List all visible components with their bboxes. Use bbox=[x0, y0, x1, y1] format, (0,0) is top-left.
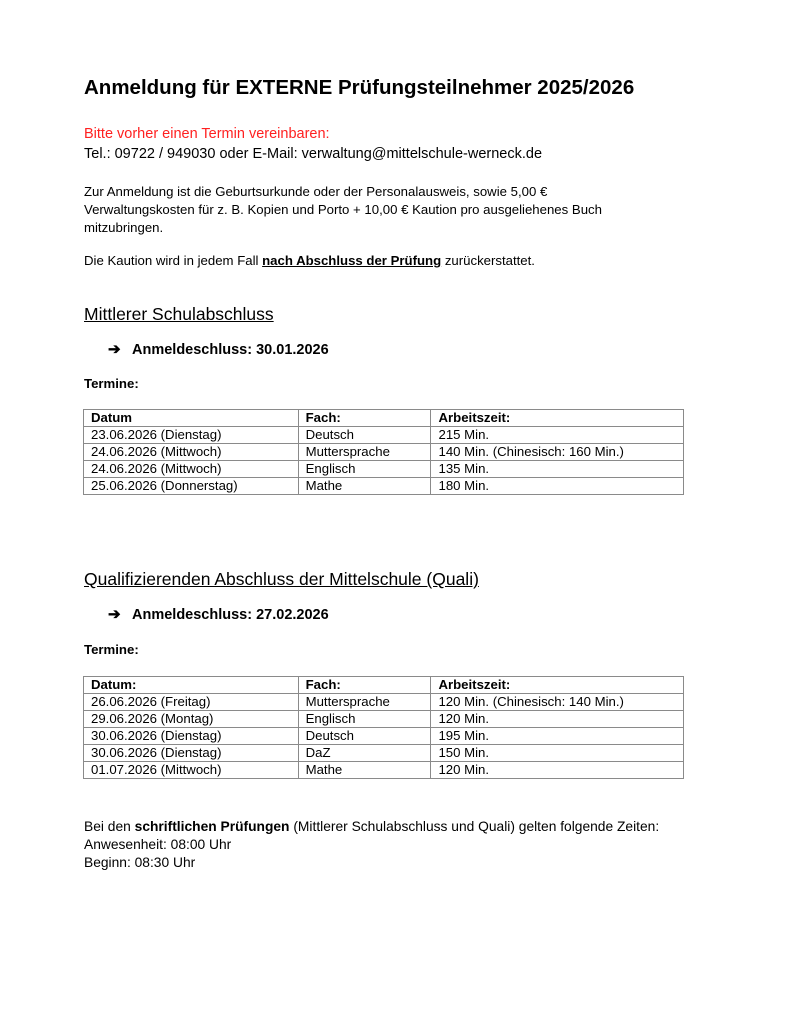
schedule-table-mittlerer bbox=[83, 409, 684, 495]
table-row bbox=[84, 762, 684, 779]
termine-label: Termine: bbox=[84, 642, 139, 657]
exam-times-intro bbox=[84, 818, 659, 836]
cell-arbeitszeit: 195 Min. bbox=[431, 728, 684, 745]
cell-fach: Mathe bbox=[298, 478, 431, 495]
cell-arbeitszeit: 180 Min. bbox=[431, 478, 684, 495]
page-title: Anmeldung für EXTERNE Prüfungsteilnehmer 2025/2026 bbox=[84, 76, 635, 99]
column-header-arbeitszeit: Arbeitszeit: bbox=[431, 410, 684, 427]
appointment-notice: Bitte vorher einen Termin vereinbaren: bbox=[84, 126, 330, 142]
table-row bbox=[84, 427, 684, 444]
cell-fach: Muttersprache bbox=[298, 694, 431, 711]
cell-datum: 01.07.2026 (Mittwoch) bbox=[84, 762, 299, 779]
column-header-arbeitszeit: Arbeitszeit: bbox=[431, 677, 684, 694]
exam-times-paragraph bbox=[84, 818, 659, 872]
start-time: Beginn: 08:30 Uhr bbox=[84, 855, 196, 870]
cell-fach: Deutsch bbox=[298, 427, 431, 444]
arrow-right-icon: ➔ bbox=[108, 341, 121, 358]
table-row bbox=[84, 711, 684, 728]
cell-fach: Deutsch bbox=[298, 728, 431, 745]
deadline-text: Anmeldeschluss: 27.02.2026 bbox=[132, 607, 329, 623]
cell-arbeitszeit: 135 Min. bbox=[431, 461, 684, 478]
cell-datum: 26.06.2026 (Freitag) bbox=[84, 694, 299, 711]
deposit-prefix: Die Kaution wird in jedem Fall bbox=[84, 253, 263, 268]
cell-fach: Englisch bbox=[298, 711, 431, 728]
footer-suffix: (Mittlerer Schulabschluss und Quali) gelten folgende Zeiten: bbox=[289, 819, 660, 834]
table-header-row bbox=[84, 677, 684, 694]
table-header-row bbox=[84, 410, 684, 427]
cell-fach: DaZ bbox=[298, 745, 431, 762]
table-row bbox=[84, 461, 684, 478]
deposit-emphasis: nach Abschluss der Prüfung bbox=[262, 253, 442, 268]
attendance-time: Anwesenheit: 08:00 Uhr bbox=[84, 837, 232, 852]
deadline-mittlerer bbox=[108, 340, 329, 358]
requirements-line-1: Zur Anmeldung ist die Geburtsurkunde oder der Personalausweis, sowie 5,00 € bbox=[84, 184, 548, 199]
section-heading-mittlerer: Mittlerer Schulabschluss bbox=[84, 304, 274, 324]
cell-arbeitszeit: 215 Min. bbox=[431, 427, 684, 444]
deposit-paragraph bbox=[84, 252, 535, 270]
footer-emphasis: schriftlichen Prüfungen bbox=[134, 819, 290, 834]
cell-fach: Englisch bbox=[298, 461, 431, 478]
cell-datum: 30.06.2026 (Dienstag) bbox=[84, 745, 299, 762]
column-header-fach: Fach: bbox=[298, 677, 431, 694]
cell-arbeitszeit: 150 Min. bbox=[431, 745, 684, 762]
table-row bbox=[84, 694, 684, 711]
column-header-datum: Datum: bbox=[84, 677, 299, 694]
cell-arbeitszeit: 120 Min. bbox=[431, 711, 684, 728]
cell-arbeitszeit: 140 Min. (Chinesisch: 160 Min.) bbox=[431, 444, 684, 461]
cell-datum: 30.06.2026 (Dienstag) bbox=[84, 728, 299, 745]
requirements-paragraph bbox=[84, 183, 602, 237]
section-heading-quali: Qualifizierenden Abschluss der Mittelschule (Quali) bbox=[84, 569, 479, 589]
column-header-datum: Datum bbox=[84, 410, 299, 427]
schedule-table-quali bbox=[83, 676, 684, 779]
cell-fach: Muttersprache bbox=[298, 444, 431, 461]
deadline-text: Anmeldeschluss: 30.01.2026 bbox=[132, 342, 329, 358]
termine-label: Termine: bbox=[84, 376, 139, 391]
table-row bbox=[84, 478, 684, 495]
table-row bbox=[84, 745, 684, 762]
deposit-suffix: zurückerstattet. bbox=[441, 253, 535, 268]
cell-datum: 29.06.2026 (Montag) bbox=[84, 711, 299, 728]
contact-line: Tel.: 09722 / 949030 oder E-Mail: verwaltung@mittelschule-werneck.de bbox=[84, 146, 543, 162]
cell-datum: 25.06.2026 (Donnerstag) bbox=[84, 478, 299, 495]
cell-datum: 23.06.2026 (Dienstag) bbox=[84, 427, 299, 444]
deadline-quali bbox=[108, 605, 329, 623]
table-row bbox=[84, 444, 684, 461]
arrow-right-icon: ➔ bbox=[108, 606, 121, 623]
column-header-fach: Fach: bbox=[298, 410, 431, 427]
cell-datum: 24.06.2026 (Mittwoch) bbox=[84, 461, 299, 478]
cell-fach: Mathe bbox=[298, 762, 431, 779]
requirements-line-3: mitzubringen. bbox=[84, 220, 164, 235]
cell-arbeitszeit: 120 Min. bbox=[431, 762, 684, 779]
footer-prefix: Bei den bbox=[84, 819, 135, 834]
requirements-line-2: Verwaltungskosten für z. B. Kopien und Porto + 10,00 € Kaution pro ausgeliehenes Buch bbox=[84, 202, 602, 217]
table-row bbox=[84, 728, 684, 745]
cell-datum: 24.06.2026 (Mittwoch) bbox=[84, 444, 299, 461]
cell-arbeitszeit: 120 Min. (Chinesisch: 140 Min.) bbox=[431, 694, 684, 711]
